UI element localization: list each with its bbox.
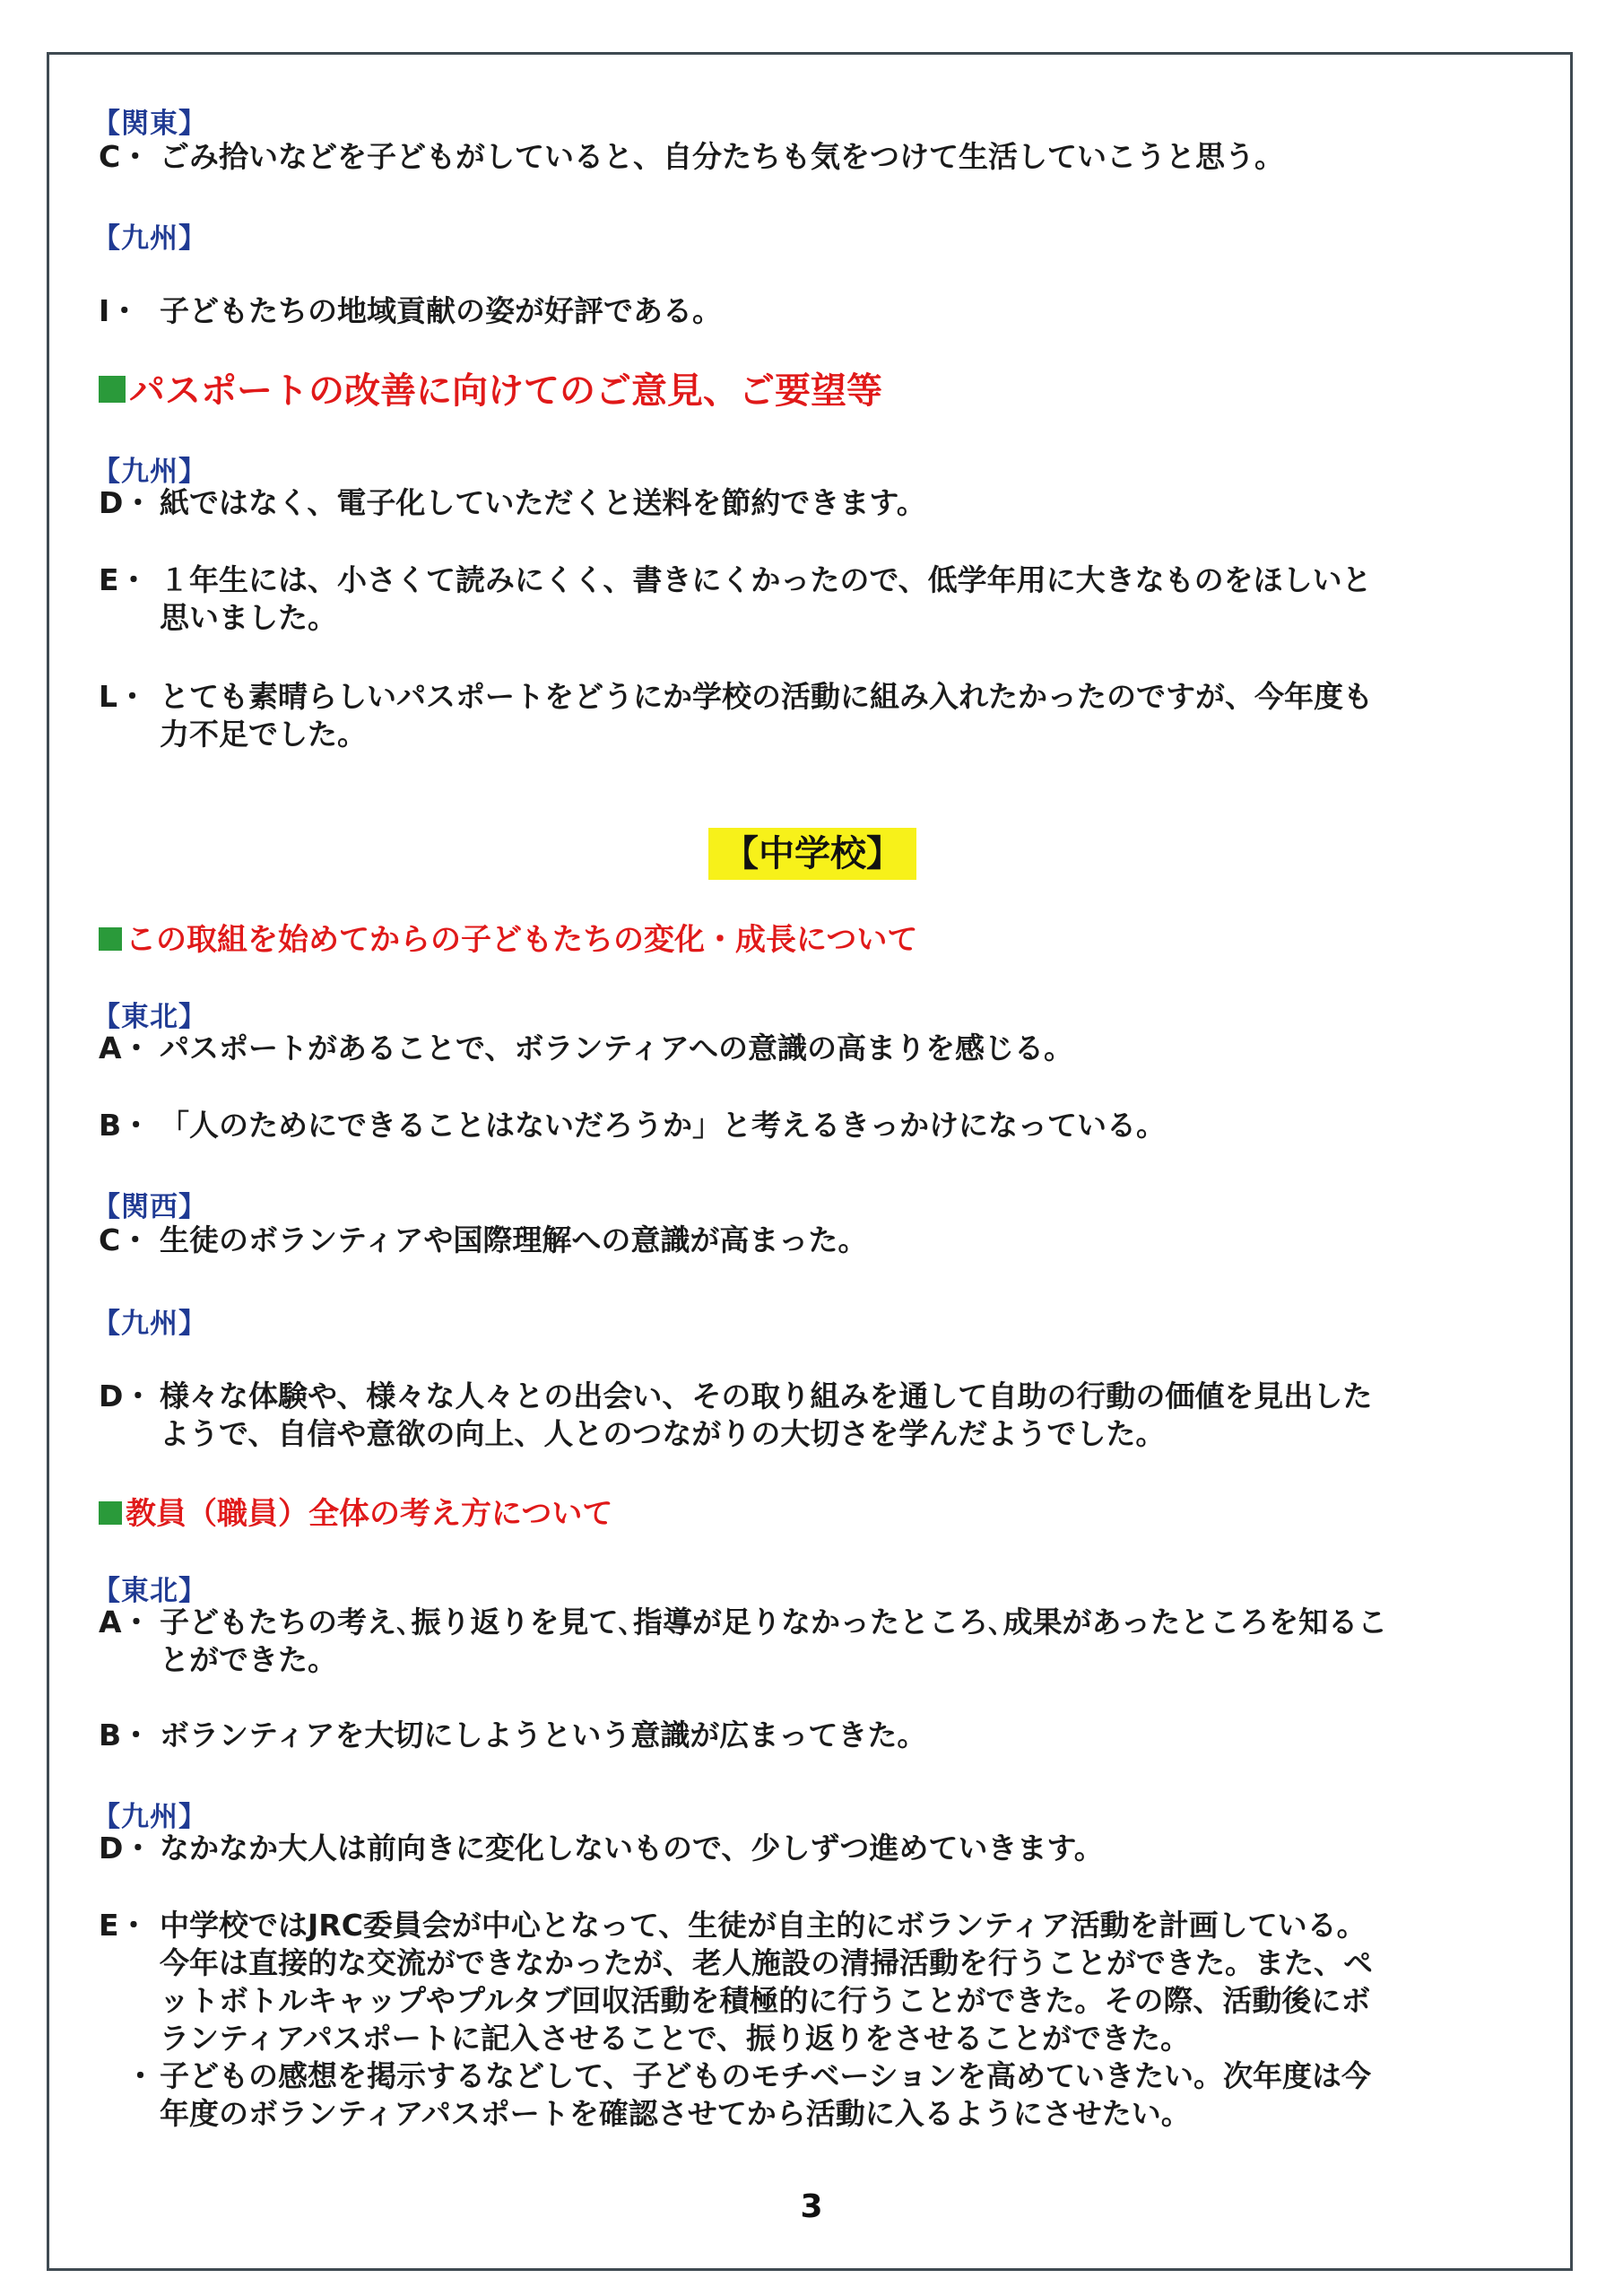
comment-kyushu-d: [99, 1830, 1517, 1867]
item-mark: C・: [99, 1222, 151, 1257]
comment-line: 子どもの感想を掲示するなどして、子どものモチベーションを高めていきたい。次年度は今: [160, 2058, 1372, 2093]
comment-kyushu-e: [99, 1907, 1517, 2057]
comment-line: 子どもたちの考え､振り返りを見て､指導が足りなかったところ､成果があったところを知るこ: [160, 1605, 1388, 1639]
comment-line: パスポートがあることで、ボランティアへの意識の高まりを感じる。: [160, 1031, 1074, 1065]
region-label-kyushu: 【九州】: [92, 1801, 207, 1833]
item-mark: B・: [99, 1108, 152, 1143]
item-mark: D・: [99, 485, 153, 520]
comment-line: 様々な体験や、様々な人々との出会い、その取り組みを通して自助の行動の価値を見出した: [160, 1378, 1373, 1413]
heading-text: この取組を始めてからの子どもたちの変化・成長について: [126, 922, 918, 958]
item-mark: D・: [99, 1378, 153, 1413]
comment-line: 「人のためにできることはないだろうか」と考えるきっかけになっている。: [160, 1108, 1166, 1143]
region-label-kyushu: 【九州】: [92, 456, 207, 488]
item-mark: B・: [99, 1718, 152, 1752]
green-square-icon: [99, 376, 126, 403]
heading-text: 教員（職員）全体の考え方について: [126, 1496, 613, 1532]
section-heading-child-changes: [99, 915, 917, 959]
comment-line: ごみ拾いなどを子どもがしていると、自分たちも気をつけて生活していこうと思う。: [160, 139, 1284, 174]
item-mark: I・: [99, 293, 140, 328]
comment-line: ットボトルキャップやプルタブ回収活動を積極的に行うことができた。その際、活動後にボ: [160, 1983, 1371, 2018]
comment-line: 紙ではなく、電子化していただくと送料を節約できます。: [160, 485, 926, 520]
comment-kanto-c: [99, 138, 1517, 176]
comment-kyushu-e-sub: [126, 2057, 1517, 2133]
comment-kyushu-i: [99, 292, 1517, 330]
item-mark: L・: [99, 679, 148, 714]
comment-line: なかなか大人は前向きに変化しないもので、少しずつ進めていきます。: [160, 1831, 1104, 1866]
region-label-kanto: 【関東】: [92, 108, 207, 140]
green-square-icon: [99, 1501, 122, 1525]
comment-line: 今年は直接的な交流ができなかったが、老人施設の清掃活動を行うことができた。また、ペ: [160, 1945, 1373, 1980]
middle-school-banner: 【中学校】: [708, 828, 916, 880]
comment-line: 中学校ではJRC委員会が中心となって、生徒が自主的にボランティア活動を計画している。: [160, 1908, 1367, 1943]
comment-line: とても素晴らしいパスポートをどうにか学校の活動に組み入れたかったのですが、今年度も: [160, 679, 1373, 714]
comment-tohoku-b: [99, 1717, 1517, 1754]
comment-kyushu-d: [99, 1378, 1517, 1453]
item-mark: D・: [99, 1831, 153, 1866]
comment-line: とができた。: [160, 1642, 337, 1677]
region-label-tohoku: 【東北】: [92, 1001, 207, 1033]
item-mark: A・: [99, 1605, 152, 1639]
heading-text: パスポートの改善に向けてのご意見、ご要望等: [129, 370, 882, 412]
region-label-kansai: 【関西】: [92, 1191, 207, 1223]
item-mark: C・: [99, 139, 151, 174]
comment-kyushu-d: [99, 484, 1517, 522]
page-number: 3: [800, 2188, 823, 2225]
comment-line: 子どもたちの地域貢献の姿が好評である。: [160, 293, 722, 328]
comment-tohoku-b: [99, 1107, 1517, 1144]
item-mark: ・: [126, 2058, 155, 2093]
comment-kyushu-l: [99, 678, 1517, 753]
comment-line: １年生には、小さくて読みにくく、書きにくかったので、低学年用に大きなものをほしいと: [160, 562, 1372, 597]
section-heading-staff-views: [99, 1489, 612, 1533]
item-mark: A・: [99, 1031, 152, 1065]
comment-line: ボランティアを大切にしようという意識が広まってきた。: [160, 1718, 927, 1752]
comment-line: 思いました。: [160, 600, 337, 635]
green-square-icon: [99, 927, 122, 951]
region-label-tohoku: 【東北】: [92, 1575, 207, 1607]
comment-kansai-c: [99, 1222, 1517, 1259]
comment-line: ようで、自信や意欲の向上、人とのつながりの大切さを学んだようでした。: [160, 1416, 1166, 1451]
region-label-kyushu: 【九州】: [92, 1308, 207, 1340]
comment-tohoku-a: [99, 1604, 1524, 1679]
section-heading-passport-improvement: [99, 362, 882, 413]
item-mark: E・: [99, 1908, 149, 1943]
region-label-kyushu: 【九州】: [92, 222, 207, 255]
comment-tohoku-a: [99, 1030, 1517, 1067]
comment-line: 力不足でした。: [160, 717, 367, 752]
comment-line: 年度のボランティアパスポートを確認させてから活動に入るようにさせたい。: [160, 2096, 1191, 2131]
item-mark: E・: [99, 562, 149, 597]
comment-kyushu-e: [99, 561, 1517, 637]
comment-line: ランティアパスポートに記入させることで、振り返りをさせることができた。: [160, 2021, 1191, 2056]
comment-line: 生徒のボランティアや国際理解への意識が高まった。: [160, 1222, 868, 1257]
